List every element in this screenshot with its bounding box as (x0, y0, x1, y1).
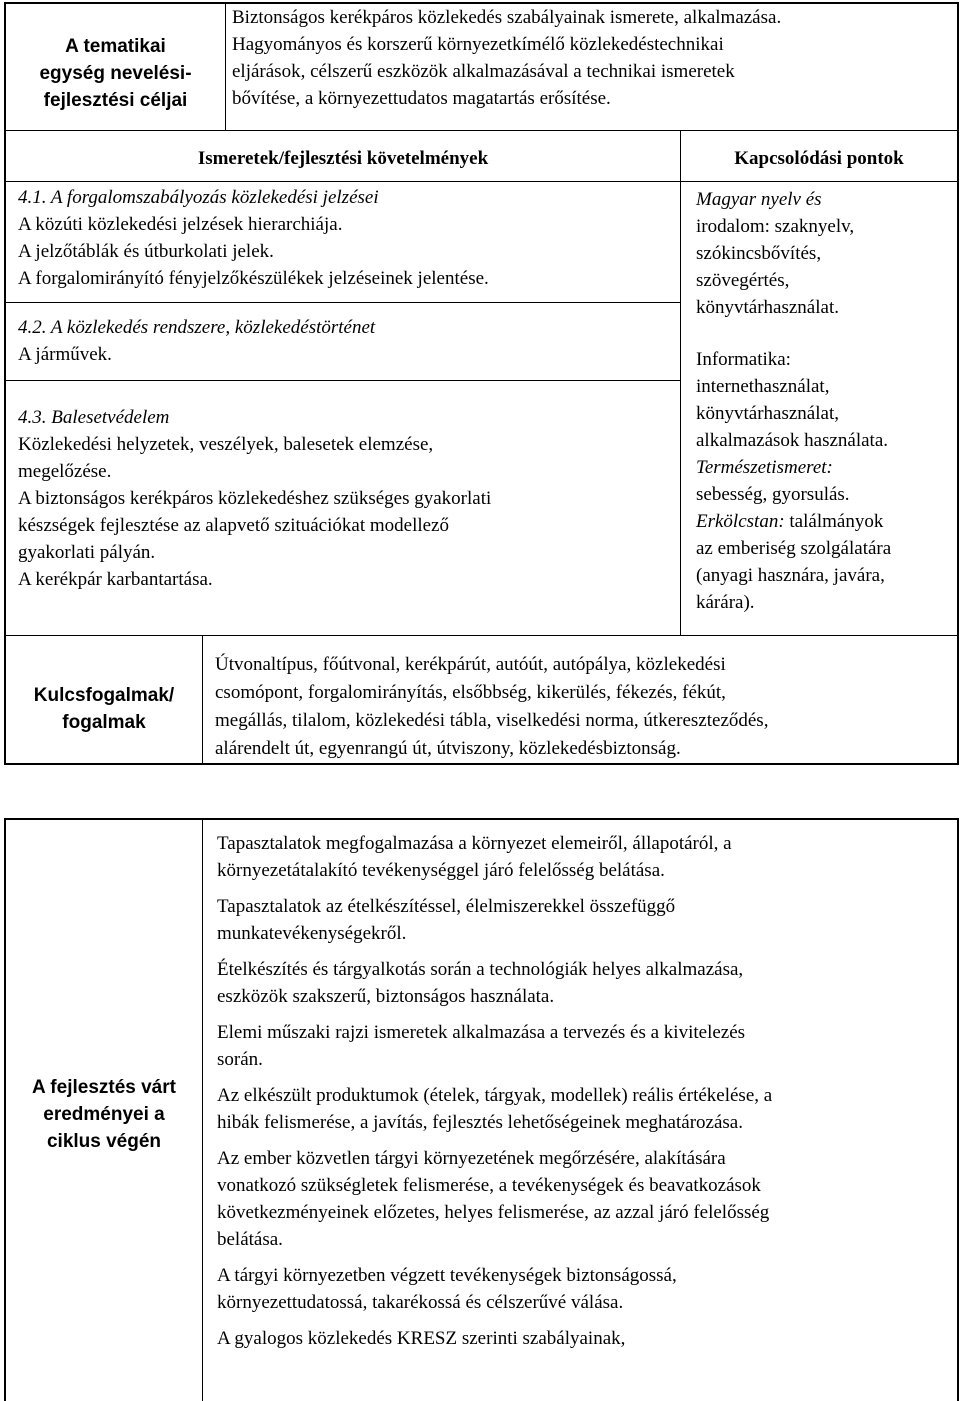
table-border-left (4, 2, 6, 765)
section-line: A jelzőtáblák és útburkolati jelek. (18, 241, 274, 262)
key-text-line: alárendelt út, egyenrangú út, útviszony, közlekedésbiztonság. (215, 738, 681, 759)
goals-text-line: Biztonságos kerékpáros közlekedés szabályainak ismerete, alkalmazása. (232, 7, 782, 28)
section-line: készségek fejlesztése az alapvető szituációkat modellező (18, 515, 449, 536)
key-label-line: fogalmak (62, 712, 146, 733)
section-line: A kerékpár karbantartása. (18, 569, 213, 590)
goals-text-line: bővítése, a környezettudatos magatartás erősítése. (232, 88, 611, 109)
result-paragraph (217, 1262, 772, 1316)
goals-text-line: Hagyományos és korszerű környezetkímélő közlekedéstechnikai (232, 34, 724, 55)
header-row-divider (4, 181, 959, 182)
section-line: A forgalomirányító fényjelzőkészülékek jelzéseinek jelentése. (18, 268, 489, 289)
connection-line: kárára). (696, 592, 755, 613)
result-line: Elemi műszaki rajzi ismeretek alkalmazása a tervezés és a kivitelezés (217, 1022, 746, 1043)
goals-label-line: A tematikai (65, 36, 166, 57)
section-1 (18, 184, 489, 292)
connection-line: szókincsbővítés, (696, 243, 822, 264)
table-border-bottom (4, 763, 959, 765)
result-paragraph (217, 1082, 772, 1136)
result-paragraph (217, 830, 772, 884)
result-paragraph (217, 893, 772, 947)
result-line: Tapasztalatok megfogalmazása a környezet elemeiről, állapotáról, a (217, 833, 732, 854)
section-line: A közúti közlekedési jelzések hierarchiája. (18, 214, 343, 235)
section1-divider (4, 302, 680, 303)
section-title: 4.2. A közlekedés rendszere, közlekedéstörténet (18, 317, 376, 338)
spacer (696, 321, 891, 346)
connection-subject: Informatika: (696, 349, 791, 370)
result-line: A gyalogos közlekedés KRESZ szerinti szabályainak, (217, 1328, 626, 1349)
connection-line: (anyagi hasznára, javára, (696, 565, 885, 586)
key-text-line: Útvonaltípus, főútvonal, kerékpárút, autóút, autópálya, közlekedési (215, 654, 726, 675)
goals-divider (225, 2, 226, 130)
goals-text (232, 4, 781, 112)
section-line: A járművek. (18, 344, 112, 365)
connection-line: irodalom: szaknyelv, (696, 216, 855, 237)
section-line: gyakorlati pályán. (18, 542, 156, 563)
results-label-line: eredményei a (43, 1104, 165, 1125)
label-divider (202, 818, 203, 1401)
section-line: megelőzése. (18, 461, 112, 482)
goals-row-divider (4, 130, 959, 131)
section2-divider (4, 380, 680, 381)
key-divider (202, 635, 203, 765)
connection-line: könyvtárhasználat. (696, 297, 839, 318)
result-line: belátása. (217, 1229, 283, 1250)
connection-line: internethasználat, (696, 376, 830, 397)
key-concepts-label (6, 682, 202, 736)
goals-label (6, 33, 225, 114)
connections-list (696, 186, 891, 616)
result-line: vonatkozó szükségletek felismerése, a tevékenységek és beavatkozások (217, 1175, 761, 1196)
key-concepts-text (215, 651, 768, 763)
section-3 (18, 404, 491, 593)
table-border-top (4, 818, 959, 820)
key-text-line: megállás, tilalom, közlekedési tábla, viselkedési norma, útkereszteződés, (215, 710, 769, 731)
table-border-right (957, 2, 959, 765)
section-title: 4.1. A forgalomszabályozás közlekedési jelzései (18, 187, 379, 208)
section-title: 4.3. Balesetvédelem (18, 407, 170, 428)
goals-label-line: egység nevelési- (39, 63, 192, 84)
result-line: Az elkészült produktumok (ételek, tárgyak, modellek) reális értékelése, a (217, 1085, 773, 1106)
connections-divider (680, 130, 681, 635)
results-label-line: ciklus végén (46, 1131, 162, 1152)
connection-line: az emberiség szolgálatára (696, 538, 892, 559)
result-line: munkatevékenységekről. (217, 923, 407, 944)
connection-subject: Természetismeret: (696, 457, 833, 478)
connections-header: Kapcsolódási pontok (734, 148, 904, 169)
section-2 (18, 314, 375, 368)
result-line: környezetátalakító tevékenységgel járó felelősség belátása. (217, 860, 665, 881)
result-paragraph (217, 1019, 772, 1073)
result-line: következményeinek előzetes, helyes felismerése, az azzal járó felelősség (217, 1202, 770, 1223)
connection-line: szövegértés, (696, 270, 790, 291)
connection-subject: Erkölcstan: (696, 511, 785, 532)
result-line: környezettudatossá, takarékossá és célszerűvé válása. (217, 1292, 624, 1313)
results-label (6, 1074, 202, 1155)
table-border-right (957, 818, 959, 1401)
result-line: Ételkészítés és tárgyalkotás során a technológiák helyes alkalmazása, (217, 959, 744, 980)
result-line: hibák felismerése, a javítás, fejlesztés lehetőségeinek meghatározása. (217, 1112, 743, 1133)
section-line: A biztonságos kerékpáros közlekedéshez szükséges gyakorlati (18, 488, 492, 509)
result-paragraph (217, 1145, 772, 1253)
connection-subject: Magyar nyelv és (696, 189, 822, 210)
connection-text: találmányok (784, 511, 884, 532)
connection-line: alkalmazások használata. (696, 430, 889, 451)
result-line: Az ember közvetlen tárgyi környezetének megőrzésére, alakítására (217, 1148, 726, 1169)
section-line: Közlekedési helyzetek, veszélyek, balesetek elemzése, (18, 434, 434, 455)
result-paragraph (217, 1325, 772, 1352)
key-label-line: Kulcsfogalmak/ (33, 685, 175, 706)
key-text-line: csomópont, forgalomirányítás, elsőbbség, kikerülés, fékezés, fékút, (215, 682, 726, 703)
goals-text-line: eljárások, célszerű eszközök alkalmazásával a technikai ismeretek (232, 61, 735, 82)
results-label-line: A fejlesztés várt (32, 1077, 176, 1098)
result-paragraph (217, 956, 772, 1010)
result-line: A tárgyi környezetben végzett tevékenységek biztonságossá, (217, 1265, 677, 1286)
connection-line: könyvtárhasználat, (696, 403, 839, 424)
goals-label-line: fejlesztési céljai (43, 90, 188, 111)
key-row-divider (4, 635, 959, 636)
connection-line (696, 508, 891, 535)
requirements-header: Ismeretek/fejlesztési követelmények (197, 148, 489, 169)
result-line: Tapasztalatok az ételkészítéssel, élelmiszerekkel összefüggő (217, 896, 676, 917)
result-line: során. (217, 1049, 263, 1070)
results-list (217, 830, 772, 1352)
connection-line: sebesség, gyorsulás. (696, 484, 850, 505)
result-line: eszközök szakszerű, biztonságos használata. (217, 986, 555, 1007)
